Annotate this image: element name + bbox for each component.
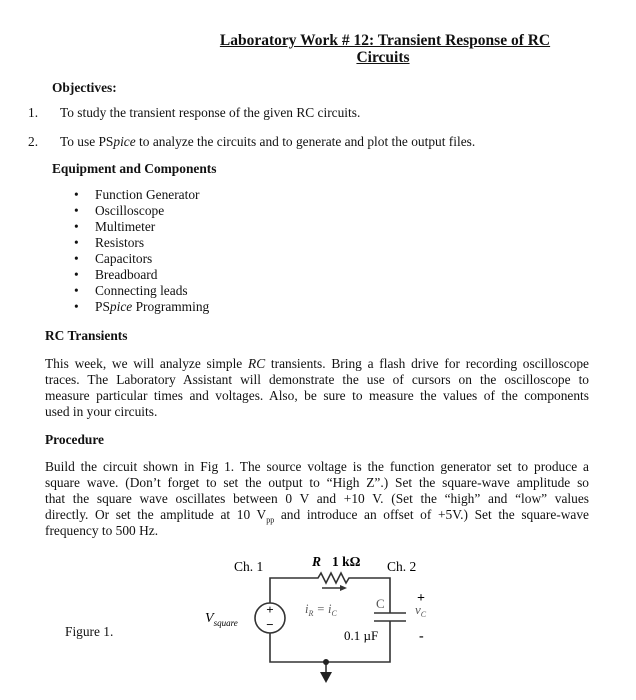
current-label: $i_R = i_C$ bbox=[305, 602, 337, 618]
text-segment: To study the transient response of the given RC circuits. bbox=[60, 105, 361, 120]
text-segment: traces. The Laboratory Assistant will demonstrate the use of cursors on the oscilloscope to bbox=[45, 372, 589, 387]
bullet-icon: • bbox=[74, 187, 79, 202]
text-segment: and introduce an offset of +5V.) Set the square-wave bbox=[274, 507, 589, 522]
text-segment: frequency to 500 Hz. bbox=[45, 523, 159, 538]
text-segment: that the square wave oscillates between 0 V and +10 V. (Set the “high” and “low” values bbox=[45, 491, 589, 506]
ground-node bbox=[323, 659, 329, 665]
procedure-heading: Procedure bbox=[45, 432, 105, 447]
objectives-heading: Objectives: bbox=[52, 80, 117, 95]
vc-label: $v_C$ bbox=[415, 602, 427, 619]
italic-text: pice bbox=[109, 299, 133, 314]
title-line-1: Laboratory Work # 12: Transient Response of RC bbox=[219, 32, 551, 49]
bullet-icon: • bbox=[74, 283, 79, 298]
bullet-icon: • bbox=[74, 203, 79, 218]
ch1-label: Ch. 1 bbox=[234, 559, 264, 574]
text-segment: Build the circuit shown in Fig 1. The source voltage is the function generator set to produce a bbox=[45, 459, 589, 474]
text-segment: Multimeter bbox=[95, 219, 156, 234]
ch2-label: Ch. 2 bbox=[387, 559, 417, 574]
resistor-symbol: R bbox=[312, 554, 322, 569]
text-segment: square wave. (Don’t forget to set the output to “High Z”.) Set the square-wave amplitude so bbox=[45, 475, 589, 490]
text-segment: Connecting leads bbox=[95, 283, 188, 298]
text-segment: Function Generator bbox=[95, 187, 200, 202]
figure-caption: Figure 1. bbox=[65, 624, 114, 639]
source-minus: − bbox=[266, 617, 274, 632]
bullet-icon: • bbox=[74, 267, 79, 282]
bullet-icon: • bbox=[74, 235, 79, 250]
objective-number: 1. bbox=[28, 105, 39, 120]
bullet-icon: • bbox=[74, 299, 79, 314]
bullet-icon: • bbox=[74, 219, 79, 234]
resistor-value: 1 kΩ bbox=[332, 554, 361, 569]
text-segment: PS bbox=[95, 299, 110, 314]
objective-number: 2. bbox=[28, 134, 39, 149]
text-segment: To use PS bbox=[60, 134, 114, 149]
text-segment: Resistors bbox=[95, 235, 145, 250]
text-segment: This week, we will analyze simple bbox=[45, 356, 249, 371]
capacitor-value: 0.1 µF bbox=[344, 628, 379, 643]
title-line-2: Circuits bbox=[356, 49, 410, 66]
text-segment: Programming bbox=[132, 299, 210, 314]
vc-plus: + bbox=[417, 591, 425, 606]
italic-text: pice bbox=[113, 134, 136, 149]
italic-text: RC bbox=[248, 356, 266, 371]
source-label: $V_{square}$ bbox=[205, 611, 238, 628]
ground-icon bbox=[320, 672, 332, 683]
source-plus: + bbox=[266, 602, 274, 617]
subscript-text: pp bbox=[266, 515, 275, 525]
equipment-heading: Equipment and Components bbox=[52, 161, 217, 176]
text-segment: Capacitors bbox=[95, 251, 153, 266]
capacitor-symbol: C bbox=[376, 596, 385, 611]
text-segment: used in your circuits. bbox=[45, 404, 158, 419]
text-segment: Oscilloscope bbox=[95, 203, 165, 218]
text-segment: to analyze the circuits and to generate and plot the output files. bbox=[135, 134, 476, 149]
text-segment: measure particular times and voltages. Also, be sure to measure the values of the components bbox=[45, 388, 589, 403]
text-segment: directly. Or set the amplitude at 10 V bbox=[45, 507, 267, 522]
text-segment: transients. Bring a flash drive for recording oscilloscope bbox=[265, 356, 589, 371]
vc-minus: - bbox=[419, 629, 424, 644]
text-segment: Breadboard bbox=[95, 267, 158, 282]
bullet-icon: • bbox=[74, 251, 79, 266]
rc-transients-heading: RC Transients bbox=[45, 328, 128, 343]
